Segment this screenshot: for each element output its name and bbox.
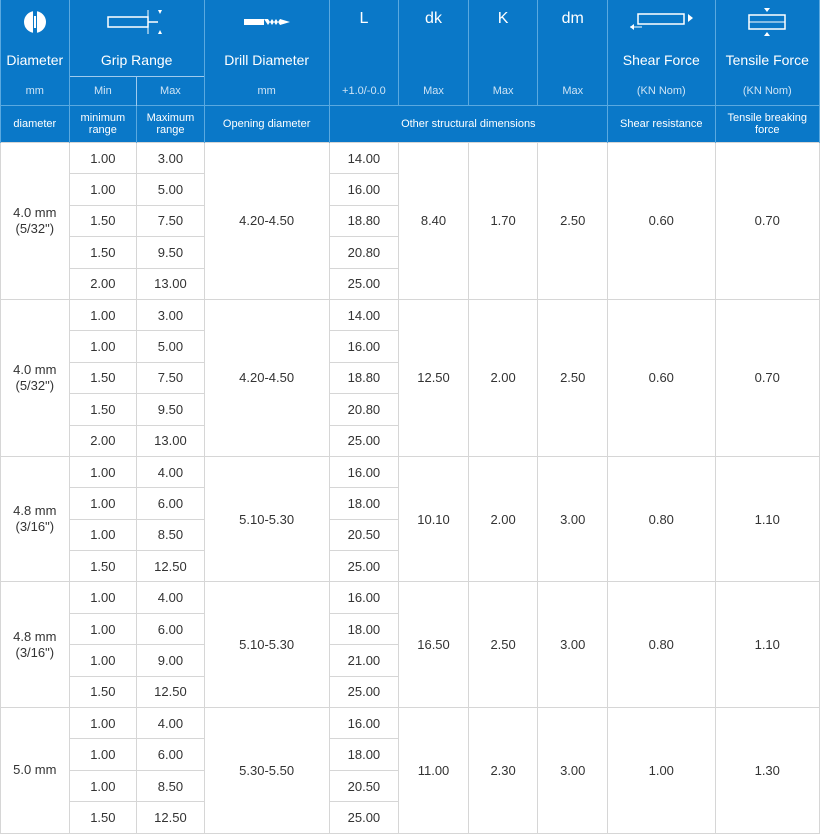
table-row (1, 143, 820, 174)
K-cell: 2.00 (468, 456, 538, 582)
table-row (1, 456, 820, 487)
shear-cell: 0.60 (608, 143, 715, 300)
table-header (1, 0, 820, 143)
shear-cell: 0.80 (608, 582, 715, 708)
grip-min-cell: 1.50 (69, 394, 137, 425)
grip-max-cell: 7.50 (137, 205, 205, 236)
grip-min-cell: 1.50 (69, 676, 137, 707)
dm-cell: 2.50 (538, 299, 608, 456)
col-shear-unit: (KN Nom) (608, 77, 715, 106)
L-cell: 25.00 (329, 676, 399, 707)
grip-min-cell: 1.00 (69, 143, 137, 174)
L-cell: 14.00 (329, 143, 399, 174)
grip-max-cell: 5.00 (137, 174, 205, 205)
sub-other: Other structural dimensions (329, 106, 607, 143)
grip-max-cell: 6.00 (137, 739, 205, 770)
drill-cell: 5.10-5.30 (204, 456, 329, 582)
grip-max-cell: 4.00 (137, 582, 205, 613)
dk-cell: 8.40 (399, 143, 469, 300)
L-cell: 16.00 (329, 174, 399, 205)
sub-grip-min: minimum range (69, 106, 137, 143)
grip-min-cell: 1.00 (69, 645, 137, 676)
L-cell: 18.00 (329, 739, 399, 770)
grip-min-cell: 1.00 (69, 613, 137, 644)
grip-min-cell: 1.00 (69, 299, 137, 330)
grip-max-cell: 6.00 (137, 488, 205, 519)
grip-max-cell: 4.00 (137, 456, 205, 487)
grip-max-cell: 9.50 (137, 394, 205, 425)
diameter-cell (1, 456, 70, 582)
grip-max-cell: 12.50 (137, 551, 205, 582)
col-grip-max: Max (137, 77, 205, 106)
L-cell: 25.00 (329, 425, 399, 456)
col-shear-title: Shear Force (608, 44, 715, 77)
sub-diameter: diameter (1, 106, 70, 143)
L-cell: 18.00 (329, 613, 399, 644)
rivet-head-icon (1, 0, 70, 44)
grip-min-cell: 1.50 (69, 802, 137, 833)
grip-max-cell: 9.50 (137, 237, 205, 268)
grip-max-cell: 8.50 (137, 519, 205, 550)
grip-min-cell: 1.00 (69, 770, 137, 801)
L-cell: 18.80 (329, 205, 399, 236)
sub-grip-max: Maximum range (137, 106, 205, 143)
grip-max-cell: 9.00 (137, 645, 205, 676)
col-K-title: K (468, 0, 538, 77)
grip-min-cell: 1.50 (69, 362, 137, 393)
tensile-cell: 1.10 (715, 582, 819, 708)
grip-range-icon (69, 0, 204, 44)
grip-min-cell: 1.00 (69, 488, 137, 519)
grip-min-cell: 2.00 (69, 268, 137, 299)
L-cell: 14.00 (329, 299, 399, 330)
col-dm-unit: Max (538, 77, 608, 106)
grip-max-cell: 12.50 (137, 802, 205, 833)
drill-cell: 4.20-4.50 (204, 299, 329, 456)
grip-max-cell: 5.00 (137, 331, 205, 362)
dm-cell: 3.00 (538, 582, 608, 708)
diameter-cell (1, 708, 70, 834)
L-cell: 21.00 (329, 645, 399, 676)
table-row (1, 708, 820, 739)
col-diameter-unit: mm (1, 77, 70, 106)
L-cell: 18.00 (329, 488, 399, 519)
col-drill-unit: mm (204, 77, 329, 106)
L-cell: 20.80 (329, 237, 399, 268)
col-drill-title: Drill Diameter (204, 44, 329, 77)
diameter-cell (1, 299, 70, 456)
sub-drill: Opening diameter (204, 106, 329, 143)
drill-cell: 5.30-5.50 (204, 708, 329, 834)
diameter-inch: (3/16") (15, 519, 55, 535)
col-K-unit: Max (468, 77, 538, 106)
grip-min-cell: 1.00 (69, 174, 137, 205)
L-cell: 20.80 (329, 394, 399, 425)
grip-min-cell: 1.50 (69, 551, 137, 582)
K-cell: 2.30 (468, 708, 538, 834)
shear-cell: 0.60 (608, 299, 715, 456)
grip-min-cell: 1.50 (69, 205, 137, 236)
K-cell: 2.00 (468, 299, 538, 456)
shear-force-icon (608, 0, 715, 44)
grip-max-cell: 12.50 (137, 676, 205, 707)
diameter-mm: 5.0 mm (13, 762, 57, 778)
grip-max-cell: 7.50 (137, 362, 205, 393)
grip-max-cell: 4.00 (137, 708, 205, 739)
grip-min-cell: 1.00 (69, 708, 137, 739)
diameter-inch: (5/32") (15, 220, 55, 236)
sub-tensile: Tensile breaking force (715, 106, 819, 143)
L-cell: 20.50 (329, 770, 399, 801)
grip-max-cell: 3.00 (137, 143, 205, 174)
L-cell: 18.80 (329, 362, 399, 393)
dk-cell: 11.00 (399, 708, 469, 834)
table-row (1, 582, 820, 613)
dk-cell: 12.50 (399, 299, 469, 456)
grip-min-cell: 1.00 (69, 582, 137, 613)
dm-cell: 3.00 (538, 456, 608, 582)
grip-max-cell: 6.00 (137, 613, 205, 644)
col-tensile-title: Tensile Force (715, 44, 819, 77)
grip-min-cell: 1.50 (69, 237, 137, 268)
tensile-force-icon (715, 0, 819, 44)
tensile-cell: 0.70 (715, 143, 819, 300)
L-cell: 25.00 (329, 268, 399, 299)
K-cell: 2.50 (468, 582, 538, 708)
table-row (1, 299, 820, 330)
col-diameter-title: Diameter (1, 44, 70, 77)
tensile-cell: 0.70 (715, 299, 819, 456)
diameter-mm: 4.0 mm (13, 361, 57, 377)
dm-cell: 2.50 (538, 143, 608, 300)
sub-shear: Shear resistance (608, 106, 715, 143)
L-cell: 25.00 (329, 802, 399, 833)
L-cell: 25.00 (329, 551, 399, 582)
grip-min-cell: 2.00 (69, 425, 137, 456)
L-cell: 16.00 (329, 456, 399, 487)
grip-min-cell: 1.00 (69, 739, 137, 770)
drill-cell: 5.10-5.30 (204, 582, 329, 708)
tensile-cell: 1.30 (715, 708, 819, 834)
diameter-cell (1, 582, 70, 708)
col-tensile-unit: (KN Nom) (715, 77, 819, 106)
diameter-mm: 4.8 mm (13, 628, 57, 644)
col-grip-min: Min (69, 77, 137, 106)
shear-cell: 1.00 (608, 708, 715, 834)
dk-cell: 10.10 (399, 456, 469, 582)
grip-min-cell: 1.00 (69, 456, 137, 487)
col-dk-title: dk (399, 0, 469, 77)
grip-max-cell: 13.00 (137, 425, 205, 456)
grip-max-cell: 13.00 (137, 268, 205, 299)
K-cell: 1.70 (468, 143, 538, 300)
L-cell: 16.00 (329, 331, 399, 362)
L-cell: 16.00 (329, 708, 399, 739)
col-L-title: L (329, 0, 399, 77)
col-L-unit: +1.0/-0.0 (329, 77, 399, 106)
diameter-cell (1, 143, 70, 300)
grip-min-cell: 1.00 (69, 519, 137, 550)
dk-cell: 16.50 (399, 582, 469, 708)
grip-max-cell: 8.50 (137, 770, 205, 801)
diameter-inch: (3/16") (15, 644, 55, 660)
diameter-inch: (5/32") (15, 377, 55, 393)
table-body (1, 143, 820, 834)
diameter-mm: 4.8 mm (13, 503, 57, 519)
tensile-cell: 1.10 (715, 456, 819, 582)
L-cell: 16.00 (329, 582, 399, 613)
grip-min-cell: 1.00 (69, 331, 137, 362)
diameter-mm: 4.0 mm (13, 204, 57, 220)
col-grip-title: Grip Range (69, 44, 204, 77)
grip-max-cell: 3.00 (137, 299, 205, 330)
shear-cell: 0.80 (608, 456, 715, 582)
drill-cell: 4.20-4.50 (204, 143, 329, 300)
col-dm-title: dm (538, 0, 608, 77)
col-dk-unit: Max (399, 77, 469, 106)
drill-bit-icon (204, 0, 329, 44)
dm-cell: 3.00 (538, 708, 608, 834)
L-cell: 20.50 (329, 519, 399, 550)
